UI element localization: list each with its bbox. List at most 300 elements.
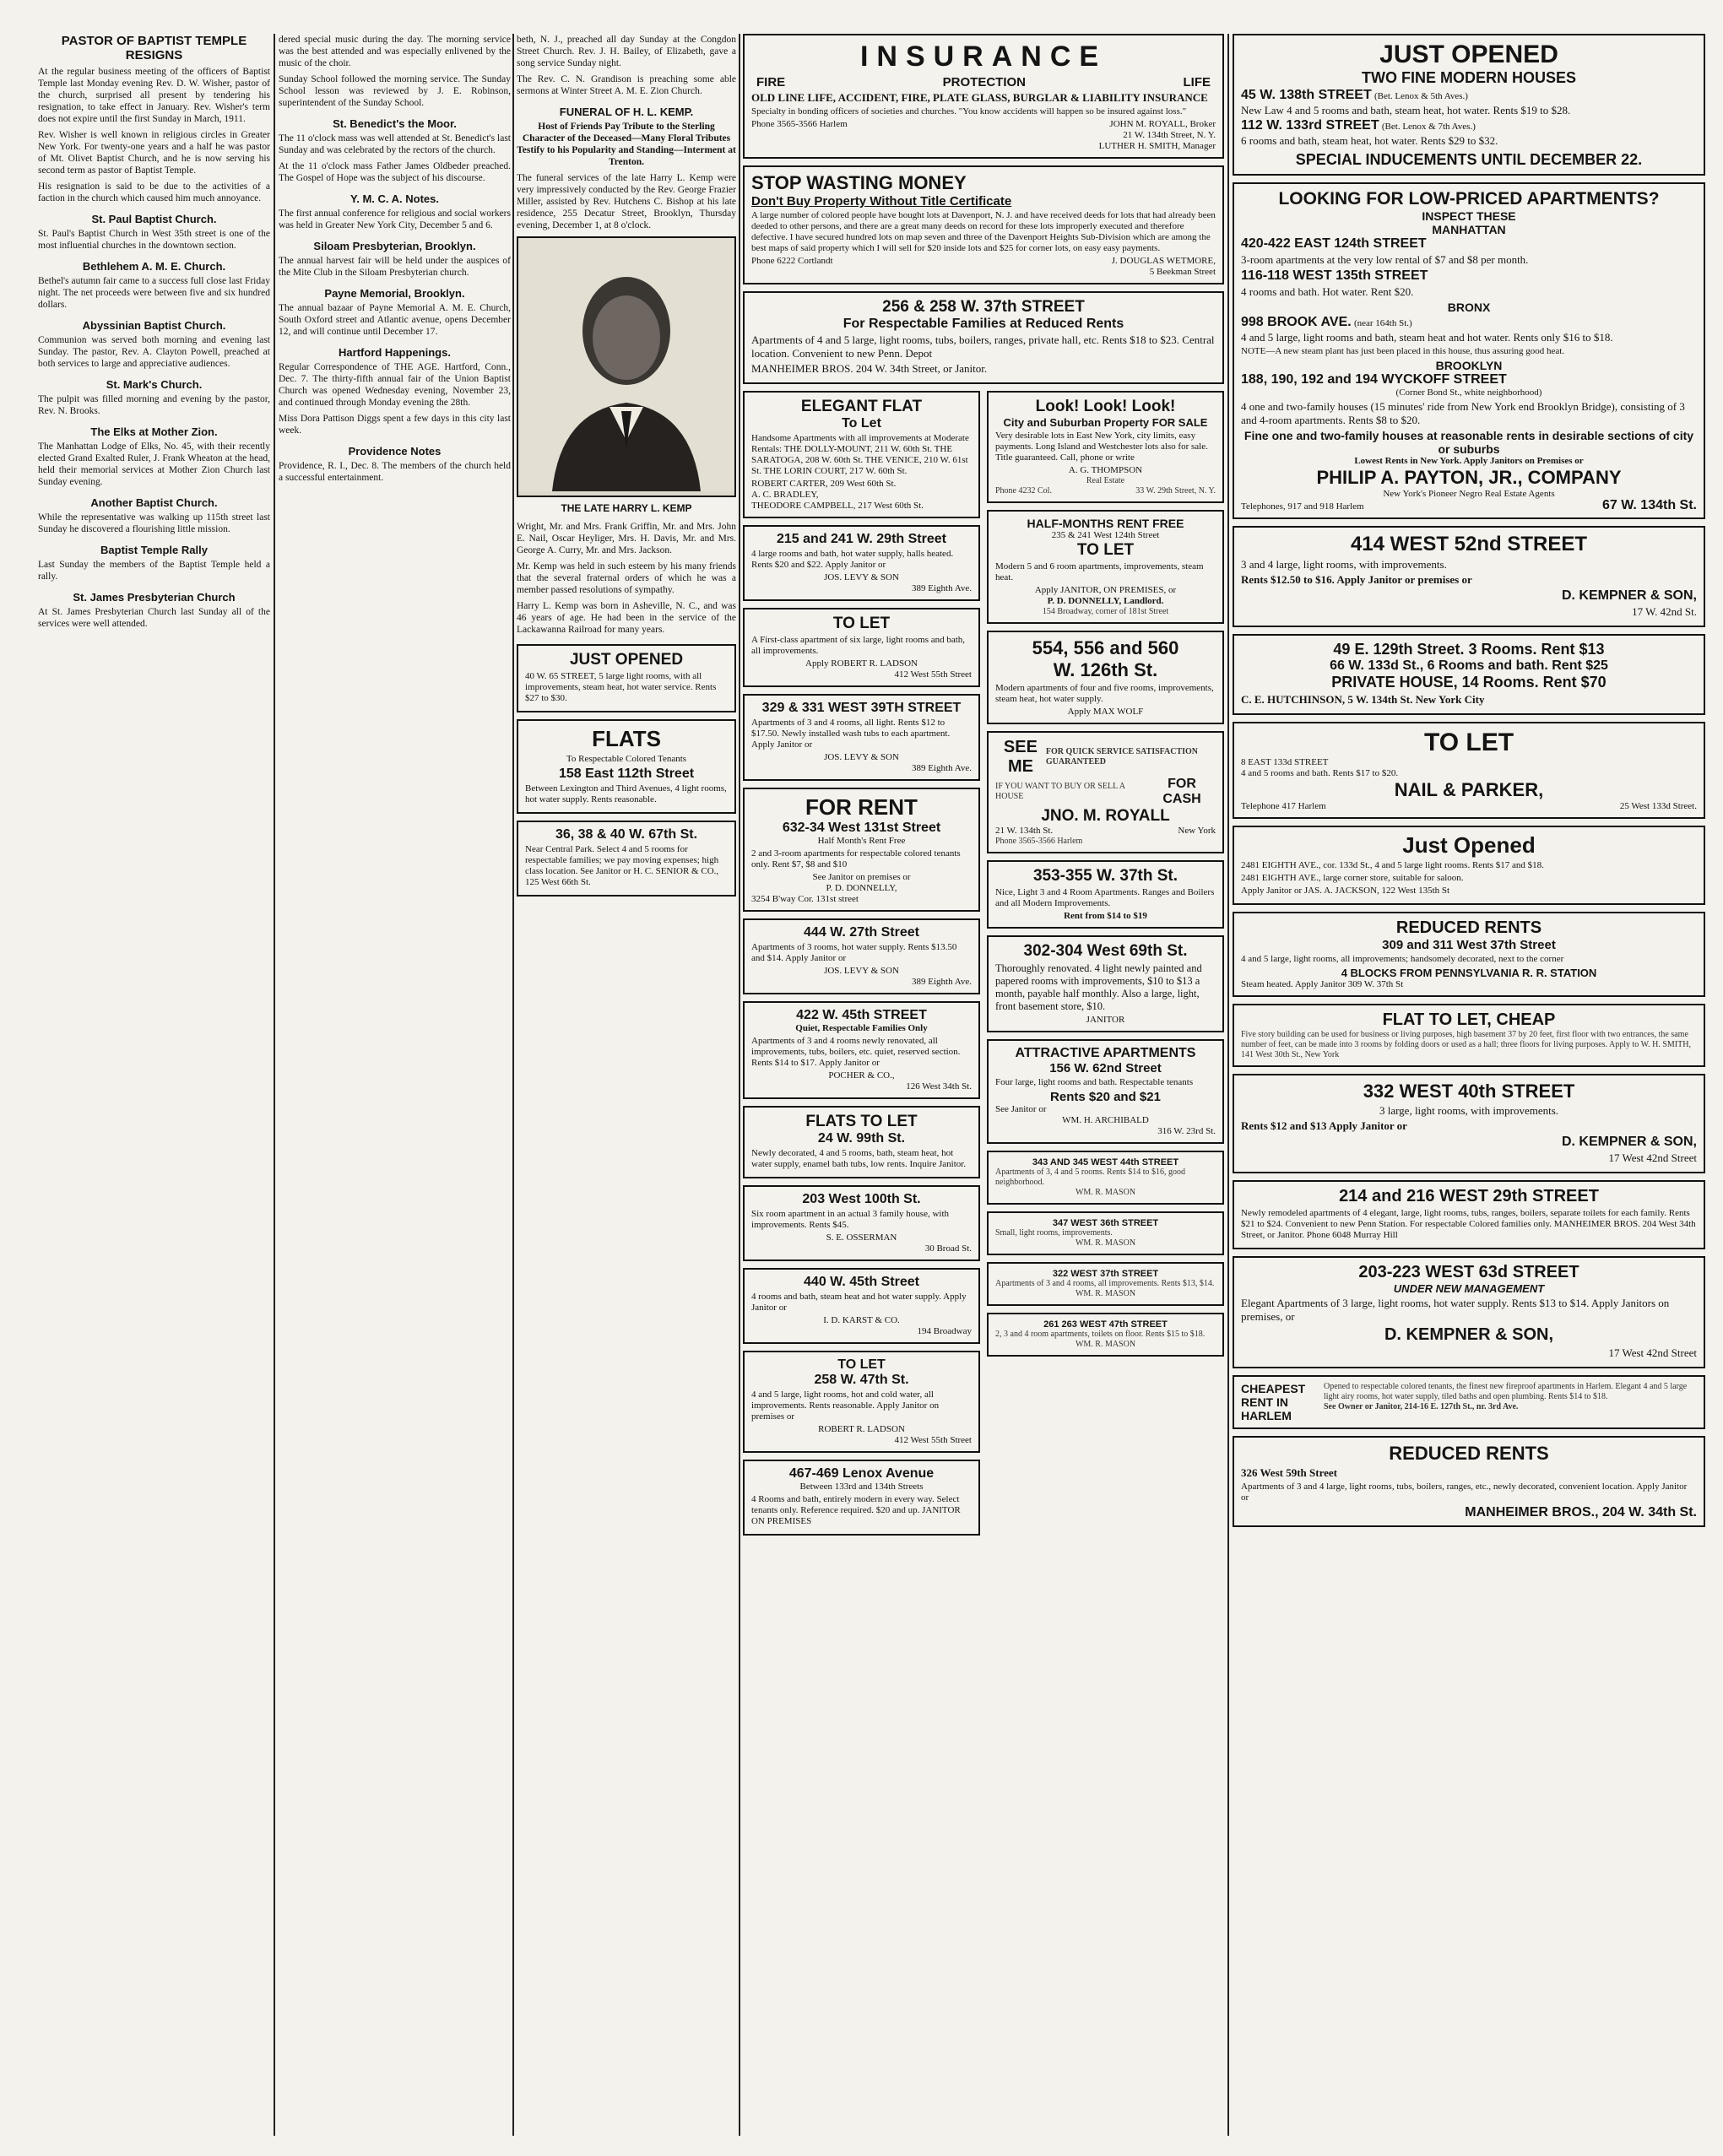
paragraph: At St. James Presbyterian Church last Sunday all of the services were well attended. <box>38 607 270 629</box>
headline-pastor-resigns: PASTOR OF BAPTIST TEMPLE RESIGNS <box>61 34 247 62</box>
ad-lowest: Lowest Rents in New York. Apply Janitors on Premises or <box>1354 456 1584 466</box>
ad-text: 3 and 4 large, light rooms, with improvements. <box>1241 558 1447 571</box>
ad-name: D. KEMPNER & SON, <box>1384 1325 1554 1344</box>
ad-414-w52 <box>1233 526 1705 627</box>
ad-address: 420-422 EAST 124th STREET <box>1241 236 1427 251</box>
ad-title: Look! Look! Look! <box>1035 398 1176 415</box>
subhead: Baptist Temple Rally <box>100 544 208 556</box>
ad-phone: Phone 4232 Col. <box>995 486 1052 496</box>
ad-title: 353-355 W. 37th St. <box>1032 867 1178 885</box>
ad-332-w40 <box>1233 1074 1705 1173</box>
ad-text: Apartments of 3 rooms, hot water supply. Rents $13.50 and $14. Apply Janitor or <box>751 942 957 963</box>
ad-address: 156 W. 62nd Street <box>1049 1061 1162 1075</box>
ad-line: 66 W. 133d St., 6 Rooms and bath. Rent $25 <box>1330 658 1608 673</box>
ad-name-address: 3254 B'way Cor. 131st street <box>751 894 859 904</box>
ad-347-w36 <box>987 1211 1224 1255</box>
ad-flats-99th <box>743 1106 980 1178</box>
subhead: Siloam Presbyterian, Brooklyn. <box>313 240 476 252</box>
column-rule <box>512 34 514 2136</box>
ad-address: 45 W. 138th STREET <box>1241 88 1372 102</box>
column-rule <box>1227 34 1229 2136</box>
subhead-deck: Host of Friends Pay Tribute to the Sterling Character of the Deceased—Many Floral Tributes Testify to his Popularity and Standing—Interment at Trenton. <box>517 122 736 167</box>
ad-subtitle: INSPECT THESE <box>1422 209 1516 223</box>
ad-name: NAIL & PARKER, <box>1394 779 1544 800</box>
ad-contact: JOS. LEVY & SON <box>824 752 899 762</box>
ad-agents: New York's Pioneer Negro Real Estate Agents <box>1383 489 1555 499</box>
paragraph: Wright, Mr. and Mrs. Frank Griffin, Mr. and Mrs. John E. Nail, Oscar Heyliger, Mrs. H. Davis, Mr. and Mrs. George A. Curry, Mr. and Mrs. Jackson. <box>517 522 736 555</box>
ad-text: Between Lexington and Third Avenues, 4 light rooms, hot water supply. Rents reasonable. <box>525 783 727 804</box>
ad-reduced-rents-326 <box>1233 1436 1705 1527</box>
ad-insurance <box>743 34 1224 159</box>
ad-agent: ROBERT CARTER, 209 West 60th St. <box>751 479 897 489</box>
ad-subtitle: City and Suburban Property FOR SALE <box>1003 416 1208 429</box>
ad-title: 347 WEST 36th STREET <box>1052 1218 1159 1228</box>
ad-address: 158 East 112th Street <box>558 767 695 781</box>
ad-title: ELEGANT FLAT <box>800 398 923 415</box>
ad-subtitle: To Respectable Colored Tenants <box>566 754 687 764</box>
ad-phone: Phone 3565-3566 Harlem <box>751 119 848 129</box>
paragraph: While the representative was walking up 115th street last Sunday he discovered a flourishing little mission. <box>38 512 270 534</box>
ad-special: SPECIAL INDUCEMENTS UNTIL DECEMBER 22. <box>1295 151 1643 168</box>
ad-subtitle: For Respectable Families at Reduced Rents <box>843 317 1124 331</box>
column-rule <box>274 34 275 2136</box>
ad-label: CHEAPEST RENT IN HARLEM <box>1241 1382 1306 1422</box>
ad-address-note: (Corner Bond St., white neighborhood) <box>1395 387 1542 398</box>
subhead: Payne Memorial, Brooklyn. <box>324 287 465 300</box>
ad-contact: Apply ROBERT R. LADSON <box>805 658 918 669</box>
ad-contact: C. E. HUTCHINSON, 5 W. 134th St. New York City <box>1241 693 1485 706</box>
ad-text: Apartments of 3 and 4 rooms, all light. Rents $12 to $17.50. Newly installed wash tubs to each apartment. Apply Janitor or <box>751 718 951 750</box>
ad-text: 4 and 5 rooms and bath. Rents $17 to $20. <box>1241 768 1399 778</box>
paragraph: The first annual conference for religious and social workers was held in Greater New York City, December 5 and 6. <box>279 209 511 230</box>
ad-title: LOOKING FOR LOW-PRICED APARTMENTS? <box>1278 189 1660 209</box>
ad-address: 154 Broadway, corner of 181st Street <box>1042 607 1169 616</box>
ad-address: 30 Broad St. <box>924 1243 972 1254</box>
ad-text: Small, light rooms, improvements. <box>995 1228 1113 1238</box>
paragraph: The pulpit was filled morning and evening by the pastor, Rev. N. Brooks. <box>38 394 270 416</box>
ad-phone: Phone 6222 Cortlandt <box>751 256 833 266</box>
ad-name: WM. R. MASON <box>1075 1188 1136 1197</box>
ad-address: 17 W. 42nd St. <box>1632 605 1697 618</box>
paragraph: His resignation is said to be due to the activities of a faction in the church which caused him much annoyance. <box>38 181 270 203</box>
ad-address: 188, 190, 192 and 194 WYCKOFF STREET <box>1241 372 1507 387</box>
ad-tagline: IF YOU WANT TO BUY OR SELL A HOUSE <box>995 782 1125 801</box>
ad-name: P. D. DONNELLY, <box>826 883 897 893</box>
ad-contact: Apply MAX WOLF <box>1067 707 1144 717</box>
ad-address: 126 West 34th St. <box>906 1081 972 1092</box>
ad-text: 3-room apartments at the very low rental of $7 and $8 per month. <box>1241 253 1529 266</box>
ad-text: 2481 EIGHTH AVE., cor. 133d St., 4 and 5 large light rooms. Rents $17 and $18. <box>1241 860 1544 870</box>
paragraph: The Manhattan Lodge of Elks, No. 45, with their recently elected Grand Exalted Ruler, J. Frank Wheaton at the head, held their memorial services at Mother Zion Church last Sunday evening. <box>38 441 270 487</box>
ad-title: 414 WEST 52nd STREET <box>1350 533 1588 555</box>
ad-text: Elegant Apartments of 3 large, light rooms, hot water supply. Rents $13 to $14. Apply Janitors on premises, or <box>1241 1297 1670 1323</box>
ad-subcolumn-right <box>987 391 1224 1542</box>
ad-text: 2 and 3-room apartments for respectable colored tenants only. Rent $7, $8 and $10 <box>751 848 961 869</box>
ad-text: Specialty in bonding officers of societies and churches. "You know accidents will happen so be insured against loss." <box>751 106 1187 116</box>
ad-name: WM. R. MASON <box>1075 1289 1136 1298</box>
portrait-icon <box>518 238 734 491</box>
ad-title: JUST OPENED <box>1379 41 1558 68</box>
ad-address: 21 W. 134th Street, N. Y. <box>1123 130 1216 140</box>
subhead: St. Benedict's the Moor. <box>333 117 457 130</box>
ad-borough: BRONX <box>1447 301 1491 314</box>
ad-tagline: FOR CASH <box>1162 777 1201 806</box>
paragraph: St. Paul's Baptist Church in West 35th street is one of the most influential churches in the downtown section. <box>38 229 270 251</box>
ad-329-w39 <box>743 694 980 781</box>
ad-title: 215 and 241 W. 29th Street <box>777 532 946 546</box>
portrait-caption: THE LATE HARRY L. KEMP <box>561 502 692 514</box>
ad-contact: See Janitor on premises or <box>812 872 911 882</box>
ad-subtitle: TWO FINE MODERN HOUSES <box>1361 69 1576 86</box>
ad-text: Very desirable lots in East New York, city limits, easy payments. Long Island and Westchester lots also for sale. Title guaranteed. Call, phone or write <box>995 431 1208 463</box>
ad-title: 444 W. 27th Street <box>804 925 919 940</box>
ad-name: MANHEIMER BROS., 204 W. 34th St. <box>1465 1505 1697 1519</box>
ad-title: TO LET <box>832 615 891 632</box>
subhead: St. Mark's Church. <box>106 378 203 391</box>
ad-name: A. G. THOMPSON <box>1068 465 1143 475</box>
ad-258-w47 <box>743 1351 980 1453</box>
ad-text: Six room apartment in an actual 3 family house, with improvements. Rents $45. <box>751 1209 950 1230</box>
ad-address: 194 Broadway <box>917 1326 972 1336</box>
ad-text: 4 and 5 large, light rooms, all improvements; handsomely decorated, next to the corner <box>1241 954 1564 964</box>
ad-fine: Fine one and two-family houses at reasonable rents in desirable sections of city or suburbs <box>1243 429 1694 456</box>
ad-reduced-rents-309 <box>1233 912 1705 997</box>
ad-text: Handsome Apartments with all improvements at Moderate Rentals: THE DOLLY-MOUNT, 211 W. 60th St. THE SARATOGA, 208 W. 60th St. THE VENICE, 210 W. 61st St. THE LORIN COURT, 217 W. 60th St. <box>751 433 969 476</box>
ad-rent: Rents $12 and $13 Apply Janitor or <box>1241 1119 1407 1132</box>
ad-rent: Rents $12.50 to $16. Apply Janitor or premises or <box>1241 573 1472 586</box>
ad-contact: POCHER & CO., <box>828 1070 895 1081</box>
ad-title: FLATS TO LET <box>805 1113 918 1130</box>
paragraph: Providence, R. I., Dec. 8. The members of the church held a successful entertainment. <box>279 461 511 483</box>
ad-title: 322 WEST 37th STREET <box>1052 1269 1159 1279</box>
ad-title: FOR RENT <box>805 794 918 820</box>
ad-title: REDUCED RENTS <box>1389 1443 1549 1464</box>
ad-address: 5 Beekman Street <box>1149 267 1216 277</box>
ad-subtitle: Between 133rd and 134th Streets <box>799 1482 924 1492</box>
ad-text: 4 and 5 large, light rooms and bath, steam heat and hot water. Rents only $16 to $18. <box>1241 331 1613 344</box>
paragraph: Regular Correspondence of THE AGE. Hartford, Conn., Dec. 7. The thirty-fifth annual fair of the Union Baptist Church was opened Wednesday evening, November 23, and continued through Monday evening the 28th. <box>279 362 511 408</box>
ad-contact: See Janitor or <box>995 1104 1047 1114</box>
ad-title: 332 WEST 40th STREET <box>1363 1081 1575 1102</box>
paragraph: Rev. Wisher is well known in religious circles in Greater New York. For twenty-one years and a half he was pastor of Mt. Olivet Baptist Church, and he is now serving his second term as pastor of Baptist Temple. <box>38 130 270 176</box>
ad-just-opened-two-houses <box>1233 34 1705 176</box>
ad-title: STOP WASTING MONEY <box>751 172 967 193</box>
ad-text: Apartments of 3 and 4 rooms, all improvements. Rents $13, $14. <box>995 1279 1215 1288</box>
paragraph: Mr. Kemp was held in such esteem by his many friends that the several fraternal orders of which he was a member passed resolutions of sympathy. <box>517 561 736 595</box>
ad-text: Four large, light rooms and bath. Respectable tenants <box>995 1077 1194 1087</box>
ad-text: 4 and 5 large, light rooms, hot and cold water, all improvements. Rents reasonable. Apply Janitor on premises or <box>751 1389 940 1422</box>
ad-subtitle: 235 & 241 West 124th Street <box>1051 530 1160 540</box>
ad-cheapest-rent-harlem <box>1233 1375 1705 1429</box>
ad-text: New Law 4 and 5 rooms and bath, steam heat, hot water. Rents $19 to $28. <box>1241 104 1571 116</box>
ad-half-months-rent-free <box>987 510 1224 624</box>
ad-address-note: (Bet. Lenox & 5th Aves.) <box>1374 91 1468 101</box>
ad-contact: Steam heated. Apply Janitor 309 W. 37th St <box>1241 979 1404 989</box>
paragraph: Miss Dora Pattison Diggs spent a few days in this city last week. <box>279 414 511 436</box>
ad-address: 389 Eighth Ave. <box>912 583 972 593</box>
ad-467-lenox <box>743 1460 980 1536</box>
ad-subtitle: Quiet, Respectable Families Only <box>795 1023 928 1033</box>
ad-text: Near Central Park. Select 4 and 5 rooms for respectable families; we pay moving expenses; high class location. See Janitor or H. C. SENIOR & CO., 125 West 66th St. <box>525 844 719 887</box>
ad-look-look-look <box>987 391 1224 503</box>
ad-looking-low-priced <box>1233 182 1705 519</box>
subhead: The Elks at Mother Zion. <box>90 425 218 438</box>
ad-stop-wasting-money <box>743 165 1224 284</box>
ad-text: Modern apartments of four and five rooms, improvements, steam heat, hot water supply. <box>995 683 1214 704</box>
ad-title: Just Opened <box>1402 832 1536 858</box>
ad-title: 214 and 216 WEST 29th STREET <box>1339 1187 1599 1205</box>
ad-subtitle: To Let <box>842 416 881 431</box>
ad-554-w126 <box>987 631 1224 724</box>
ad-borough: BROOKLYN <box>1435 359 1503 372</box>
ad-text: Newly decorated, 4 and 5 rooms, bath, steam heat, hot water supply, enamel bath tubs, low rents. Inquire Janitor. <box>751 1148 967 1169</box>
ad-text: Apartments of 3, 4 and 5 rooms. Rents $14 to $16, good neighborhood. <box>995 1167 1185 1187</box>
ad-title: FLATS <box>592 726 661 751</box>
ad-title: 422 W. 45th STREET <box>796 1008 927 1022</box>
subhead: St. James Presbyterian Church <box>73 591 236 604</box>
ad-see-me <box>987 731 1224 853</box>
ad-title: SEE ME <box>1003 738 1038 776</box>
ad-to-let-412 <box>743 608 980 687</box>
ad-text: Thoroughly renovated. 4 light newly painted and papered rooms with improvements, $10 to $13 a month, payable half monthly. Also a large, light, front basement store, $10. <box>995 962 1202 1012</box>
ad-text: Modern 5 and 6 room apartments, improvements, steam heat. <box>995 561 1204 582</box>
ad-protection-label: PROTECTION <box>942 75 1026 89</box>
ad-text: Nice, Light 3 and 4 Room Apartments. Ranges and Boilers and all Modern Improvements. <box>995 887 1215 908</box>
column-church-news <box>38 34 270 2144</box>
ad-name: I. D. KARST & CO. <box>823 1315 900 1325</box>
paragraph: Last Sunday the members of the Baptist Temple held a rally. <box>38 560 270 582</box>
ad-text: OLD LINE LIFE, ACCIDENT, FIRE, PLATE GLASS, BURGLAR & LIABILITY INSURANCE <box>751 91 1208 104</box>
ad-contact: MANHEIMER BROS. 204 W. 34th Street, or Janitor. <box>751 362 988 375</box>
ad-text: 4 large rooms and bath, hot water supply, halls heated. Rents $20 and $22. Apply Janitor or <box>751 549 954 570</box>
subhead: Providence Notes <box>348 445 442 458</box>
ad-name: WM. R. MASON <box>1075 1340 1136 1349</box>
subhead: Another Baptist Church. <box>90 496 218 509</box>
ad-title: 302-304 West 69th St. <box>1023 942 1188 960</box>
paragraph: Communion was served both morning and evening last Sunday. The pastor, Rev. A. Clayton Powell, preached at both services to large and appreciative audiences. <box>38 335 270 369</box>
ad-353-w37 <box>987 860 1224 929</box>
ad-256-w37 <box>743 291 1224 384</box>
ad-322-w37 <box>987 1262 1224 1306</box>
ad-text: Apartments of 3 and 4 large, light rooms, tubs, boilers, ranges, etc., newly decorated, convenient location. Apply Janitor or <box>1241 1482 1688 1503</box>
subhead: Hartford Happenings. <box>339 346 451 359</box>
ad-title: TO LET <box>1423 729 1514 756</box>
ad-borough: MANHATTAN <box>1432 223 1506 236</box>
ad-title: 467-469 Lenox Avenue <box>788 1466 935 1481</box>
ad-name: JNO. M. ROYALL <box>1041 807 1170 825</box>
ad-text: 4 rooms and bath. Hot water. Rent $20. <box>1241 285 1414 298</box>
ad-title: 261 263 WEST 47th STREET <box>1043 1319 1168 1330</box>
ad-address: 998 BROOK AVE. <box>1241 315 1352 329</box>
ad-address: 17 West 42nd Street <box>1608 1346 1697 1359</box>
ad-address: 8 EAST 133d STREET <box>1241 757 1329 767</box>
ad-tolet: TO LET <box>1076 541 1135 559</box>
ad-role: Real Estate <box>1086 476 1125 485</box>
ad-text: Five story building can be used for business or living purposes, high basement 37 by 20 feet, first floor with two entrances, the same number of feet, can be made into 3 rooms by folding doors or used as a hall; three floors for living purposes. Apply to W. H. SMITH, 141 West 30th St., New York <box>1241 1030 1691 1059</box>
ad-title: JUST OPENED <box>569 651 684 669</box>
ad-title: HALF-MONTHS RENT FREE <box>1027 517 1184 530</box>
ad-name: ROBERT R. LADSON <box>818 1424 905 1434</box>
ad-elegant-flat <box>743 391 980 518</box>
ad-line: PRIVATE HOUSE, 14 Rooms. Rent $70 <box>1331 674 1607 691</box>
subhead: Abyssinian Baptist Church. <box>82 319 226 332</box>
ad-flat-to-let-cheap <box>1233 1004 1705 1067</box>
ad-444-w27 <box>743 918 980 994</box>
paragraph: At the 11 o'clock mass Father James Oldbeder preached. The Gospel of Hope was the subject of his discourse. <box>279 161 511 183</box>
ad-text: Apartments of 4 and 5 large, light rooms, tubs, boilers, ranges, private hall, etc. Rents $18 to $23. Central location. Convenient to new Penn. Depot <box>751 333 1215 360</box>
ad-name-address: 412 West 55th Street <box>894 1435 972 1445</box>
ad-address: 21 W. 134th St. <box>995 826 1054 836</box>
ad-title: 440 W. 45th Street <box>804 1275 919 1289</box>
ad-address: 17 West 42nd Street <box>1608 1151 1697 1164</box>
ad-title: REDUCED RENTS <box>1395 918 1542 937</box>
ad-name: WM. R. MASON <box>1075 1238 1136 1248</box>
ad-422-w45 <box>743 1001 980 1099</box>
ad-just-opened-eighth-ave <box>1233 826 1705 905</box>
ad-text: 3 large, light rooms, with improvements. <box>1379 1104 1559 1117</box>
ad-note: NOTE—A new steam plant has just been placed in this house, thus assuring good heat. <box>1241 346 1565 356</box>
paragraph: Harry L. Kemp was born in Asheville, N. C., and was 46 years of age. He had been in the service of the Lackawanna Railroad for many years. <box>517 601 736 635</box>
ad-life-label: LIFE <box>1183 75 1211 89</box>
ad-text: 4 Rooms and bath, entirely modern in every way. Select tenants only. Reference required. $20 and up. JANITOR ON PREMISES <box>751 1494 961 1526</box>
ad-subtitle: 309 and 311 West 37th Street <box>1382 938 1556 952</box>
ad-name: P. D. DONNELLY, Landlord. <box>1047 596 1164 606</box>
ad-subtitle: UNDER NEW MANAGEMENT <box>1393 1282 1545 1295</box>
ad-440-w45 <box>743 1268 980 1344</box>
ad-343-w44 <box>987 1151 1224 1205</box>
ad-address: 112 W. 133rd STREET <box>1241 118 1379 133</box>
ad-name: WM. H. ARCHIBALD <box>1062 1115 1149 1125</box>
ad-contact: See Owner or Janitor, 214-16 E. 127th St., nr. 3rd Ave. <box>1324 1402 1519 1411</box>
ad-name: D. KEMPNER & SON, <box>1561 588 1697 603</box>
ad-address: 389 Eighth Ave. <box>912 977 972 987</box>
ad-address: 116-118 WEST 135th STREET <box>1241 268 1428 283</box>
ad-subtitle: Don't Buy Property Without Title Certificate <box>751 194 1012 209</box>
ad-215-w29 <box>743 525 980 601</box>
ad-title: 343 AND 345 WEST 44th STREET <box>1032 1157 1179 1167</box>
ad-contact: JOS. LEVY & SON <box>824 966 899 976</box>
ad-subcolumn-left <box>743 391 980 1542</box>
ad-phone: Telephones, 917 and 918 Harlem <box>1241 501 1364 512</box>
ad-title: 36, 38 & 40 W. 67th St. <box>555 827 698 842</box>
ad-address-note: (near 164th St.) <box>1353 318 1412 328</box>
ad-address: 67 W. 134th St. <box>1601 498 1697 512</box>
ad-text: A large number of colored people have bought lots at Davenport, N. J. and have received deeds for lots that had already been deeded to other persons, and there are a great many deeds on record for these lots improperly executed and therefore defective. I have secured hundred lots on map seven and three of the Davenport Heights Sub-Division which are among the best maps of said property which I will sell for $20 inside lots and $25 for corner lots, on easy easy payments. <box>751 210 1216 253</box>
ad-title: 554, 556 and 560 <box>1032 637 1179 658</box>
ad-blocks: 4 BLOCKS FROM PENNSYLVANIA R. R. STATION <box>1341 967 1597 979</box>
subhead-funeral: FUNERAL OF H. L. KEMP. <box>559 106 694 118</box>
ad-name: D. KEMPNER & SON, <box>1561 1135 1697 1149</box>
ad-company: PHILIP A. PAYTON, JR., COMPANY <box>1316 467 1622 488</box>
portrait-image <box>517 236 736 497</box>
column-rule <box>739 34 740 2136</box>
ad-free: Half Month's Rent Free <box>817 836 906 846</box>
paragraph: The annual bazaar of Payne Memorial A. M. E. Church, South Oxford street and Atlantic avenue, opens December 12, and will continue until December 17. <box>279 303 511 337</box>
ad-name-address: 25 West 133d Street. <box>1619 801 1697 811</box>
paragraph: The 11 o'clock mass was well attended at St. Benedict's last Sunday and was celebrated by the rectors of the church. <box>279 133 511 155</box>
ad-title: FLAT TO LET, CHEAP <box>1382 1010 1556 1029</box>
paragraph: The funeral services of the late Harry L. Kemp were very impressively conducted by the Rev. George Frazier Miller, assisted by Rev. Hutchens C. Bishop at his late residence, 255 Decatur Street, Brooklyn, Thursday evening, December 1, at 8 o'clock. <box>517 173 736 230</box>
ad-tagline: FOR QUICK SERVICE SATISFACTION GUARANTEED <box>1045 747 1199 767</box>
subhead: Bethlehem A. M. E. Church. <box>82 260 226 273</box>
ad-agent: A. C. BRADLEY, <box>751 490 819 500</box>
paragraph: Sunday School followed the morning service. The Sunday School lesson was reviewed by J. E. Robinson, superintendent of the Sunday School. <box>279 74 511 108</box>
ad-agent: THEODORE CAMPBELL, 217 West 60th St. <box>751 501 924 511</box>
ad-address: 632-34 West 131st Street <box>782 821 941 835</box>
ad-261-w47 <box>987 1313 1224 1357</box>
ad-name: S. E. OSSERMAN <box>826 1232 897 1243</box>
ad-name: J. DOUGLAS WETMORE, <box>1111 256 1216 266</box>
ad-text: Newly remodeled apartments of 4 elegant, large, light rooms, tubs, ranges, boilers, separate toilets for each family. Rents $21 to $24. Convenient to new Penn Station. For respectable Colored families only. MANHEIMER BROS. 204 West 34th Street, or Janitor. Phone 6048 Murray Hill <box>1241 1208 1696 1240</box>
ad-flats-112th <box>517 719 736 814</box>
paragraph: The annual harvest fair will be held under the auspices of the Mite Club in the Siloam Presbyterian church. <box>279 256 511 278</box>
ad-address: 389 Eighth Ave. <box>912 763 972 773</box>
ad-title: TO LET <box>837 1357 886 1372</box>
ad-address-note: (Bet. Lenox & 7th Aves.) <box>1381 122 1476 132</box>
ad-nail-parker <box>1233 722 1705 819</box>
ad-name: JOHN M. ROYALL, Broker <box>1109 119 1216 129</box>
ad-hutchinson <box>1233 634 1705 715</box>
ad-address: 326 West 59th Street <box>1241 1466 1337 1479</box>
ad-67th-street <box>517 821 736 897</box>
column-ads-middle <box>743 34 1224 2144</box>
paragraph: beth, N. J., preached all day Sunday at the Congdon Street Church. Rev. J. H. Bailey, of Elizabeth, gave a song service Sunday night. <box>517 35 736 68</box>
column-funeral <box>517 34 736 2144</box>
ad-line: 49 E. 129th Street. 3 Rooms. Rent $13 <box>1333 641 1605 658</box>
ad-text: 2, 3 and 4 room apartments, toilets on floor. Rents $15 to $18. <box>995 1330 1206 1339</box>
ad-address: 258 W. 47th St. <box>814 1373 909 1387</box>
paragraph: Bethel's autumn fair came to a success full close last Friday night. The net proceeds were between five and six hundred dollars. <box>38 276 270 310</box>
paragraph: dered special music during the day. The morning service was the best attended and was especially enlivened by the music of the choir. <box>279 35 511 68</box>
ad-phone: Phone 3565-3566 Harlem <box>995 837 1083 846</box>
ad-text: 40 W. 65 STREET, 5 large light rooms, with all improvements, steam heat, hot water service. Rents $27 to $30. <box>525 671 717 703</box>
column-church-news-2 <box>279 34 511 2144</box>
ad-title: INSURANCE <box>859 41 1108 73</box>
ad-address: 412 West 55th Street <box>894 669 972 680</box>
ad-203-w63 <box>1233 1256 1705 1368</box>
ad-text: A First-class apartment of six large, light rooms and bath, all improvements. <box>751 635 966 656</box>
ad-just-opened-65th <box>517 644 736 712</box>
ad-name-address: 316 W. 23rd St. <box>1157 1126 1216 1136</box>
ad-address: 33 W. 29th Street, N. Y. <box>1135 486 1216 496</box>
subhead: St. Paul Baptist Church. <box>91 213 217 225</box>
ad-title: 256 & 258 W. 37th STREET <box>882 298 1085 316</box>
ad-text: 2481 EIGHTH AVE., large corner store, suitable for saloon. <box>1241 873 1464 883</box>
ad-fire-label: FIRE <box>756 75 786 89</box>
ad-text: 4 one and two-family houses (15 minutes' ride from New York end Brooklyn Bridge), consisting of 3 and 4-room apartments. Rents $8 to $20. <box>1241 400 1685 426</box>
ad-address: 24 W. 99th St. <box>817 1131 906 1146</box>
ad-302-w69 <box>987 935 1224 1032</box>
ad-city: New York <box>1178 826 1216 836</box>
ad-contact: Apply Janitor or JAS. A. JACKSON, 122 West 135th St <box>1241 886 1450 896</box>
ad-contact: JOS. LEVY & SON <box>824 572 899 582</box>
paragraph: At the regular business meeting of the officers of Baptist Temple last Monday evening Rev. D. W. Wisher, pastor of the church, surprised all present by tendering his resignation, to take effect in January. Rev. Wisher's term does not expire until the first Sunday in March, 1911. <box>38 67 270 124</box>
ad-text: 6 rooms and bath, steam heat, hot water. Rents $29 to $32. <box>1241 134 1498 147</box>
ad-title: 203-223 WEST 63d STREET <box>1358 1263 1579 1281</box>
ad-rent: Rents $20 and $21 <box>1050 1090 1161 1104</box>
ad-manager: LUTHER H. SMITH, Manager <box>1098 141 1216 151</box>
ad-text: Opened to respectable colored tenants, the finest new fireproof apartments in Harlem. Elegant 4 and 5 large light airy rooms, hot water supply, tiled baths and open plumbing. Rents $14 to $18. <box>1324 1382 1688 1401</box>
ad-214-w29 <box>1233 1180 1705 1249</box>
ad-for-rent-131st <box>743 788 980 912</box>
ad-text: 4 rooms and bath, steam heat and hot water supply. Apply Janitor or <box>751 1292 967 1313</box>
ad-title-2: W. 126th St. <box>1053 659 1158 680</box>
ad-phone: Telephone 417 Harlem <box>1241 801 1326 811</box>
ad-203-w100 <box>743 1185 980 1261</box>
paragraph: The Rev. C. N. Grandison is preaching some able sermons at Winter Street A. M. E. Zion Church. <box>517 74 736 96</box>
ad-janitor: JANITOR <box>1086 1015 1125 1025</box>
ad-contact: Apply JANITOR, ON PREMISES, or <box>1034 585 1177 595</box>
